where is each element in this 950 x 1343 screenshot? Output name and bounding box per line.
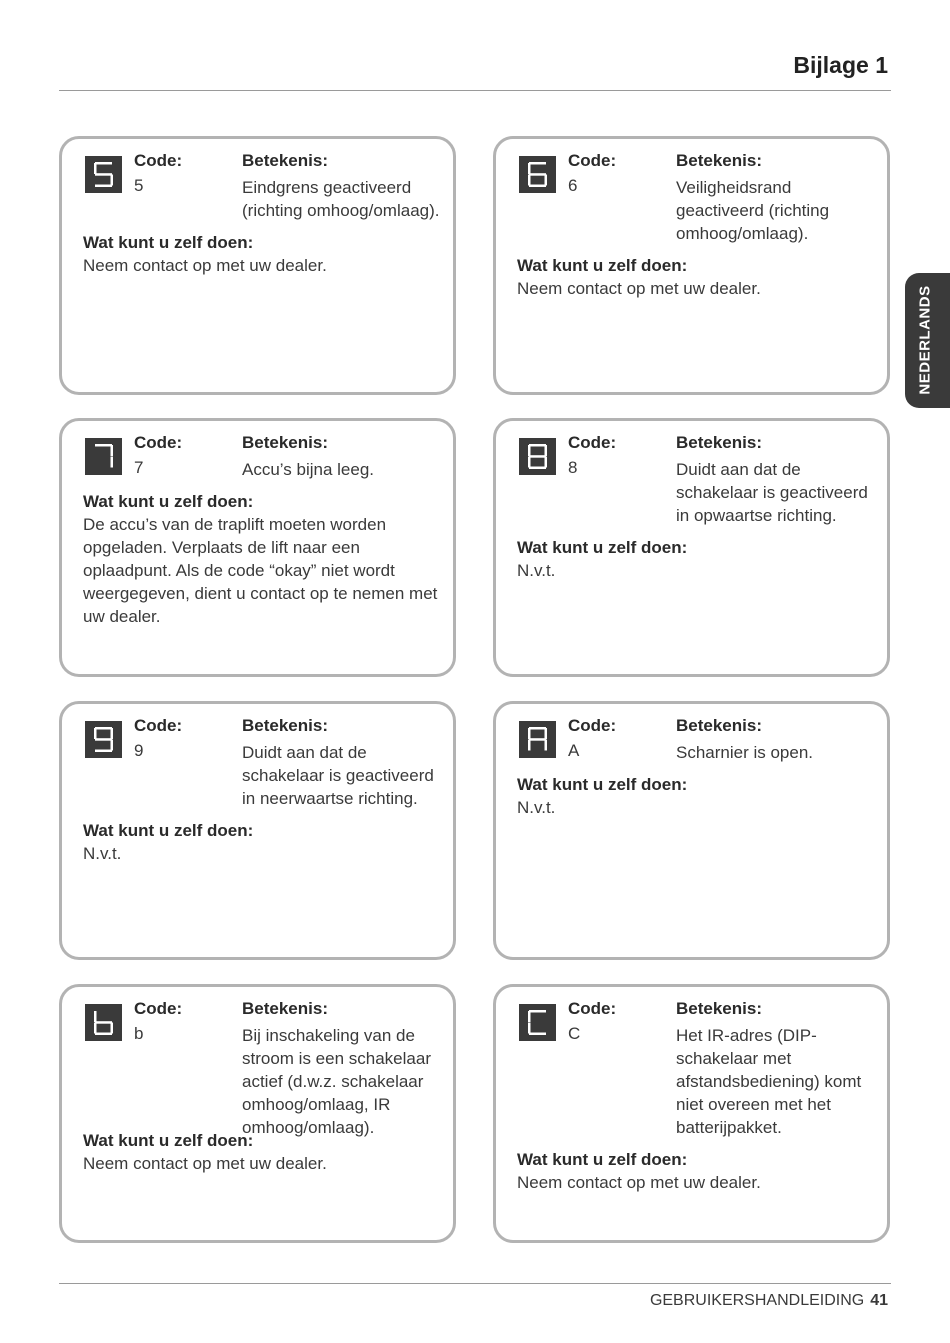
error-code-card	[493, 701, 890, 960]
code-value: 7	[134, 458, 144, 477]
action-block	[83, 819, 438, 865]
meaning-value: Duidt aan dat de schakelaar is geactiveerd in neerwaartse richting.	[242, 743, 434, 808]
page-title: Bijlage 1	[793, 52, 888, 78]
error-code-card	[493, 984, 890, 1243]
action-label: Wat kunt u zelf doen:	[83, 1131, 254, 1150]
code-value: b	[134, 1024, 144, 1043]
error-code-card	[493, 136, 890, 395]
meaning-label: Betekenis:	[242, 433, 328, 452]
error-code-card	[59, 984, 456, 1243]
meaning-value: Accu’s bijna leeg.	[242, 460, 374, 479]
action-block	[517, 1148, 872, 1194]
meaning-label: Betekenis:	[676, 433, 762, 452]
meaning-label: Betekenis:	[676, 999, 762, 1018]
code-value: A	[568, 741, 580, 760]
error-code-card	[59, 701, 456, 960]
code-value: 9	[134, 741, 144, 760]
code-value: 6	[568, 176, 578, 195]
action-label: Wat kunt u zelf doen:	[517, 256, 688, 275]
code-label: Code:	[568, 716, 617, 735]
action-block	[517, 254, 872, 300]
footer	[650, 1292, 888, 1310]
error-code-card	[493, 418, 890, 677]
action-label: Wat kunt u zelf doen:	[83, 233, 254, 252]
action-block	[517, 773, 872, 819]
code-display-icon	[85, 721, 122, 758]
code-display-icon	[85, 1004, 122, 1041]
footer-label: GEBRUIKERSHANDLEIDING	[649, 1292, 865, 1309]
error-code-card	[59, 418, 456, 677]
code-label: Code:	[134, 151, 183, 170]
action-text: Neem contact op met uw dealer.	[83, 256, 327, 275]
action-text: Neem contact op met uw dealer.	[517, 1173, 761, 1192]
meaning-value: Scharnier is open.	[676, 743, 814, 762]
action-text: N.v.t.	[517, 798, 556, 817]
action-block	[517, 536, 872, 582]
action-text: Neem contact op met uw dealer.	[517, 279, 761, 298]
action-label: Wat kunt u zelf doen:	[517, 775, 688, 794]
language-tab	[905, 273, 950, 408]
header-divider	[59, 90, 891, 91]
code-display-icon	[519, 721, 556, 758]
code-label: Code:	[568, 999, 617, 1018]
code-label: Code:	[134, 999, 183, 1018]
action-block	[83, 490, 438, 628]
meaning-label: Betekenis:	[676, 716, 762, 735]
meaning-value: Eindgrens geactiveerd (richting omhoog/omlaag).	[242, 178, 440, 220]
code-label: Code:	[134, 716, 183, 735]
meaning-value: Bij inschakeling van de stroom is een schakelaar actief (d.w.z. schakelaar omhoog/omlaag, IR omhoog/omlaag).	[242, 1026, 431, 1137]
meaning-label: Betekenis:	[676, 151, 762, 170]
code-value: 5	[134, 176, 144, 195]
action-label: Wat kunt u zelf doen:	[517, 538, 688, 557]
meaning-label: Betekenis:	[242, 151, 328, 170]
footer-divider	[59, 1283, 891, 1284]
page-number: 41	[870, 1292, 888, 1309]
action-text: Neem contact op met uw dealer.	[83, 1154, 327, 1173]
language-tab-label: NEDERLANDS	[916, 285, 934, 395]
code-display-icon	[519, 1004, 556, 1041]
meaning-value: Het IR-adres (DIP- schakelaar met afstandsbediening) komt niet overeen met het batterijpakket.	[676, 1026, 862, 1137]
code-display-icon	[85, 438, 122, 475]
action-label: Wat kunt u zelf doen:	[83, 492, 254, 511]
meaning-label: Betekenis:	[242, 716, 328, 735]
code-value: 8	[568, 458, 578, 477]
code-value: C	[568, 1024, 581, 1043]
action-block	[83, 231, 438, 277]
action-label: Wat kunt u zelf doen:	[83, 821, 254, 840]
meaning-value: Veiligheidsrand geactiveerd (richting omhoog/omlaag).	[676, 178, 830, 243]
action-text: N.v.t.	[517, 561, 556, 580]
action-label: Wat kunt u zelf doen:	[517, 1150, 688, 1169]
code-label: Code:	[134, 433, 183, 452]
code-label: Code:	[568, 151, 617, 170]
code-display-icon	[519, 438, 556, 475]
action-block	[83, 1129, 438, 1175]
code-display-icon	[519, 156, 556, 193]
action-text: De accu’s van de traplift moeten worden opgeladen. Verplaats de lift naar een oplaadpunt. Als de code “okay” niet wordt weergegeven, dient u contact op te nemen met uw dealer.	[83, 515, 438, 626]
action-text: N.v.t.	[83, 844, 122, 863]
code-display-icon	[85, 156, 122, 193]
meaning-label: Betekenis:	[242, 999, 328, 1018]
code-label: Code:	[568, 433, 617, 452]
error-code-card	[59, 136, 456, 395]
meaning-value: Duidt aan dat de schakelaar is geactiveerd in opwaartse richting.	[676, 460, 868, 525]
